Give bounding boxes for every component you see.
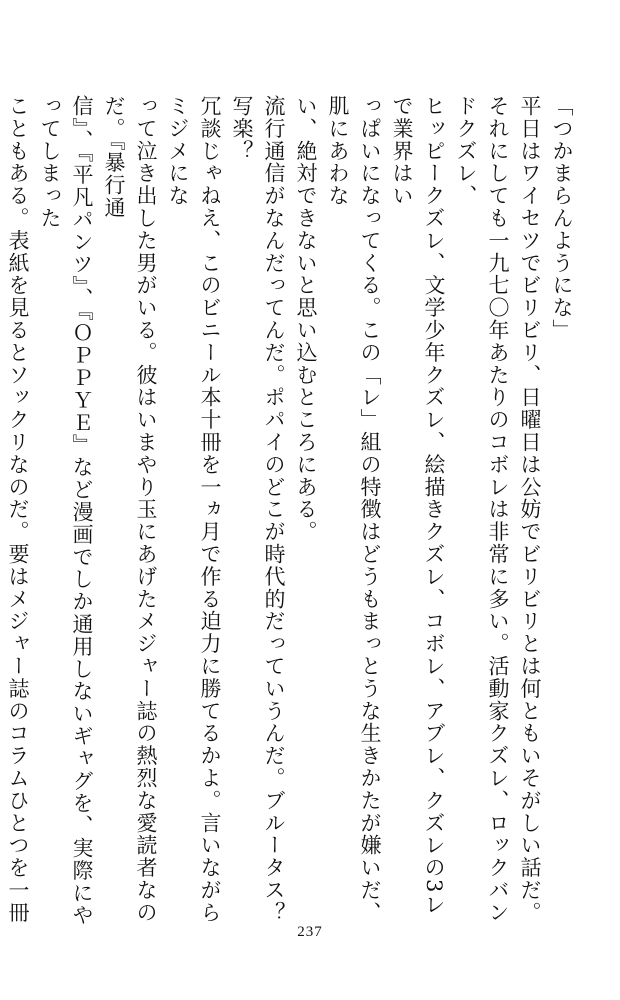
text-line: って泣き出した男がいる。彼はいまやり玉にあげたメジャー誌の熱烈な愛読者なのだ。『暴行通 [102,95,158,924]
text-line: 「つかまらんようにな」 [550,95,574,342]
page-number: 237 [297,924,323,940]
text-line: っぱいになってくる。この「レ」組の特徴はどうもまっとうな生きかたが嫌いだ、肌にあわな [326,95,382,924]
text-line: こともある。表紙を見るとソックリなのだ。要はメジャー誌のコラムひとつを一冊 [6,95,30,924]
text-line: ヒッピークズレ、文学少年クズレ、絵描きクズレ、コボレ、アブレ、クズレの3レで業界はい [390,95,446,917]
vertical-text-block [0,95,578,935]
text-line: 平日はワイセツでビリビリ、日曜日は公妨でビリビリとは何ともいそがしい話だ。 [518,95,542,924]
text-line: 流行通信がなんだってんだ。ポパイのどこが時代的だっていうんだ。ブルータス？写楽？ [230,95,286,924]
text-line: それにしても一九七〇年あたりのコボレは非常に多い。活動家クズレ、ロックバンドクズレ、 [454,95,510,924]
text-line: い、絶対できないと思い込むところにある。 [294,95,318,543]
text-line: 信』、『平凡パンツ』、『ＯＰＰＹＥ』など漫画でしか通用しないギャグを、実際にやってしまった [38,95,94,927]
text-line: 冗談じゃねえ、このビニール本十冊を一ヵ月で作る迫力に勝てるかよ。言いながらミジメにな [166,95,222,924]
